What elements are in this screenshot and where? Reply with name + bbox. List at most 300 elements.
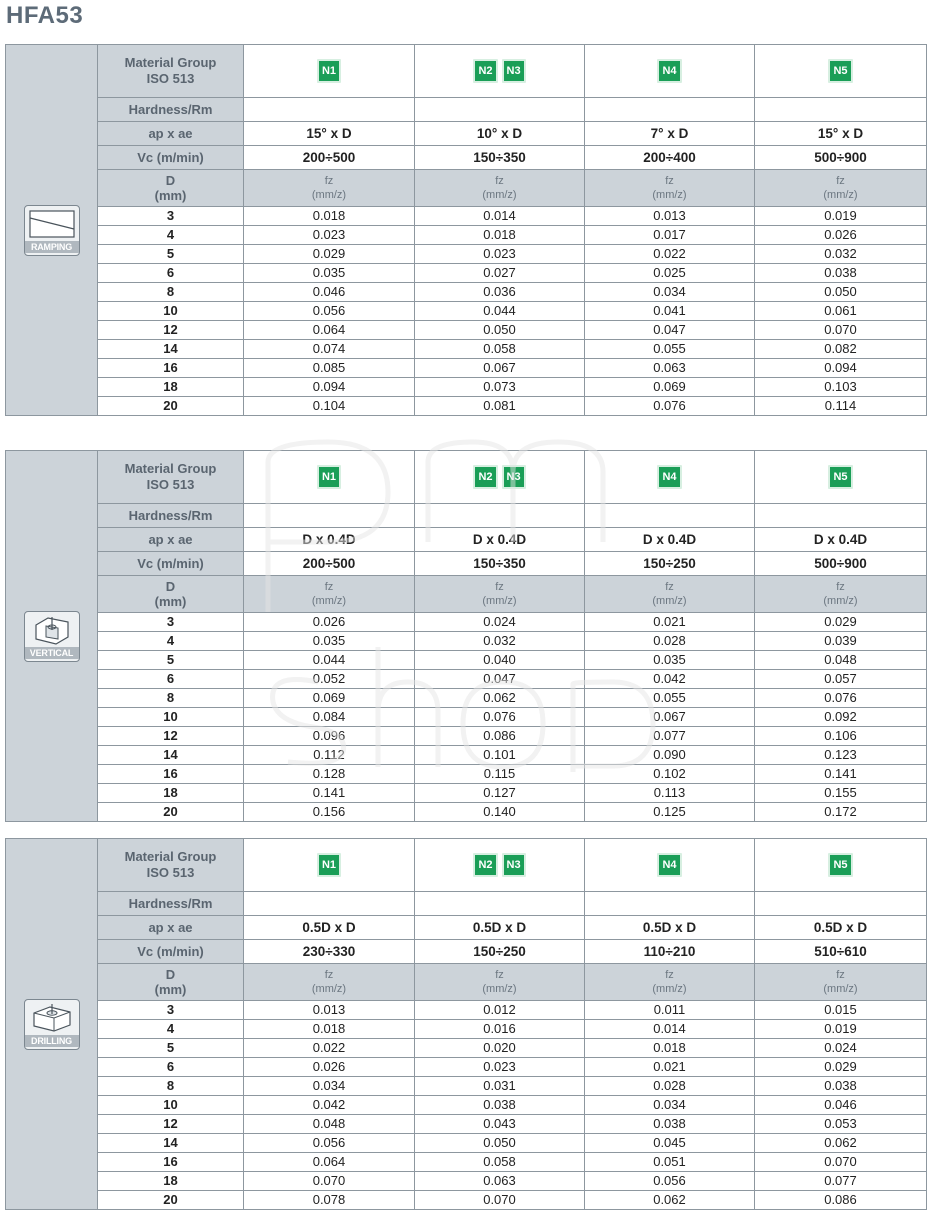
fz-label: fz: [324, 175, 334, 187]
hardness-value: [244, 892, 415, 916]
diameter-value: 16: [98, 765, 244, 784]
fz-value: 0.035: [244, 632, 415, 651]
fz-value: 0.090: [585, 746, 755, 765]
fz-value: 0.029: [755, 1058, 927, 1077]
fz-unit: (mm/z): [482, 189, 517, 201]
table-row: [6, 359, 927, 378]
hardness-label: Hardness/Rm: [98, 892, 244, 916]
fz-value: 0.032: [415, 632, 585, 651]
fz-value: 0.084: [244, 708, 415, 727]
ap-ae-value: D x 0.4D: [755, 528, 927, 552]
fz-value: 0.055: [585, 340, 755, 359]
fz-value: 0.081: [415, 397, 585, 416]
fz-value: 0.062: [755, 1134, 927, 1153]
fz-value: 0.155: [755, 784, 927, 803]
diameter-value: 12: [98, 727, 244, 746]
hardness-value: [755, 504, 927, 528]
fz-value: 0.063: [415, 1172, 585, 1191]
fz-value: 0.076: [755, 689, 927, 708]
fz-header: [415, 576, 585, 613]
table-row: [6, 397, 927, 416]
fz-value: 0.016: [415, 1020, 585, 1039]
ap-ae-label: ap x ae: [98, 528, 244, 552]
fz-value: 0.018: [244, 207, 415, 226]
fz-value: 0.018: [415, 226, 585, 245]
vc-label: Vc (m/min): [98, 146, 244, 170]
fz-value: 0.101: [415, 746, 585, 765]
fz-value: 0.103: [755, 378, 927, 397]
fz-value: 0.085: [244, 359, 415, 378]
table-row: [6, 207, 927, 226]
fz-value: 0.024: [755, 1039, 927, 1058]
diameter-value: 3: [98, 1001, 244, 1020]
vc-value: 150÷250: [415, 940, 585, 964]
diameter-value: 4: [98, 1020, 244, 1039]
operation-icon-cell: [6, 45, 98, 416]
fz-label: fz: [665, 581, 674, 593]
vc-value: 200÷500: [244, 146, 415, 170]
fz-label: fz: [836, 175, 845, 187]
operation-label: VERTICAL: [25, 647, 79, 659]
fz-value: 0.140: [415, 803, 585, 822]
fz-value: 0.062: [415, 689, 585, 708]
fz-value: 0.067: [585, 708, 755, 727]
fz-value: 0.070: [755, 321, 927, 340]
hardness-value: [755, 98, 927, 122]
diameter-value: 20: [98, 1191, 244, 1210]
diameter-value: 5: [98, 651, 244, 670]
fz-value: 0.013: [244, 1001, 415, 1020]
diameter-value: 10: [98, 1096, 244, 1115]
fz-value: 0.031: [415, 1077, 585, 1096]
fz-label: fz: [836, 581, 845, 593]
section-drilling: [5, 838, 926, 1210]
table-row: [6, 1001, 927, 1020]
material-chip: N5: [828, 853, 852, 877]
fz-value: 0.115: [415, 765, 585, 784]
fz-value: 0.029: [755, 613, 927, 632]
material-group-cell: [755, 45, 927, 98]
ap-ae-value: D x 0.4D: [585, 528, 755, 552]
material-group-cell: [244, 451, 415, 504]
fz-value: 0.063: [585, 359, 755, 378]
vc-value: 150÷350: [415, 146, 585, 170]
operation-label: RAMPING: [25, 241, 79, 253]
vc-value: 510÷610: [755, 940, 927, 964]
fz-value: 0.023: [415, 245, 585, 264]
fz-value: 0.046: [244, 283, 415, 302]
ramping-icon: [24, 205, 80, 256]
diameter-value: 18: [98, 378, 244, 397]
diameter-header: [98, 964, 244, 1001]
ap-ae-label: ap x ae: [98, 916, 244, 940]
table-row: [6, 746, 927, 765]
table-row: [6, 670, 927, 689]
fz-unit: (mm/z): [652, 983, 687, 995]
table-row: [6, 1020, 927, 1039]
diameter-value: 6: [98, 1058, 244, 1077]
table-row: [6, 1039, 927, 1058]
table-row: [6, 245, 927, 264]
diameter-value: 12: [98, 1115, 244, 1134]
fz-value: 0.032: [755, 245, 927, 264]
material-chip: N5: [828, 59, 852, 83]
fz-value: 0.057: [755, 670, 927, 689]
ap-ae-value: 15° x D: [244, 122, 415, 146]
material-chip: N4: [657, 853, 681, 877]
fz-value: 0.056: [585, 1172, 755, 1191]
table-row: [6, 1058, 927, 1077]
table-row: [6, 378, 927, 397]
diameter-label: D: [165, 173, 176, 188]
fz-value: 0.038: [585, 1115, 755, 1134]
material-chip: N1: [317, 853, 341, 877]
material-group-label: Material Group ISO 513: [98, 839, 244, 892]
fz-header: [585, 964, 755, 1001]
diameter-value: 3: [98, 207, 244, 226]
diameter-value: 4: [98, 632, 244, 651]
vc-value: 500÷900: [755, 552, 927, 576]
diameter-value: 5: [98, 245, 244, 264]
fz-value: 0.043: [415, 1115, 585, 1134]
fz-value: 0.067: [415, 359, 585, 378]
diameter-value: 8: [98, 689, 244, 708]
material-chip: N5: [828, 465, 852, 489]
fz-header: [244, 964, 415, 1001]
fz-value: 0.027: [415, 264, 585, 283]
section-ramping: [5, 44, 926, 416]
fz-label: fz: [665, 175, 674, 187]
fz-value: 0.094: [755, 359, 927, 378]
fz-unit: (mm/z): [652, 595, 687, 607]
ap-ae-value: 0.5D x D: [755, 916, 927, 940]
hardness-label: Hardness/Rm: [98, 98, 244, 122]
fz-unit: (mm/z): [311, 189, 347, 201]
fz-unit: (mm/z): [482, 983, 517, 995]
ap-ae-value: 0.5D x D: [585, 916, 755, 940]
fz-value: 0.050: [755, 283, 927, 302]
material-chip: N1: [317, 465, 341, 489]
fz-header: [415, 964, 585, 1001]
fz-header: [415, 170, 585, 207]
fz-value: 0.038: [415, 1096, 585, 1115]
ap-ae-value: 0.5D x D: [415, 916, 585, 940]
diameter-value: 6: [98, 264, 244, 283]
fz-value: 0.014: [585, 1020, 755, 1039]
table-row: [6, 1153, 927, 1172]
fz-value: 0.062: [585, 1191, 755, 1210]
fz-value: 0.047: [415, 670, 585, 689]
vc-value: 500÷900: [755, 146, 927, 170]
hardness-label: Hardness/Rm: [98, 504, 244, 528]
fz-value: 0.061: [755, 302, 927, 321]
fz-label: fz: [495, 969, 504, 981]
diameter-value: 14: [98, 340, 244, 359]
fz-value: 0.070: [755, 1153, 927, 1172]
fz-value: 0.056: [244, 1134, 415, 1153]
vc-value: 230÷330: [244, 940, 415, 964]
fz-value: 0.026: [755, 226, 927, 245]
hardness-value: [585, 892, 755, 916]
fz-value: 0.034: [585, 1096, 755, 1115]
material-group-cell: [415, 839, 585, 892]
fz-value: 0.069: [244, 689, 415, 708]
material-group-cell: [755, 451, 927, 504]
table-row: [6, 264, 927, 283]
operation-label: DRILLING: [25, 1035, 79, 1047]
cutting-data-table: [5, 838, 927, 1210]
fz-unit: (mm/z): [823, 189, 858, 201]
vc-value: 200÷400: [585, 146, 755, 170]
fz-value: 0.013: [585, 207, 755, 226]
fz-unit: (mm/z): [823, 595, 858, 607]
material-chip: N3: [502, 465, 526, 489]
fz-value: 0.076: [415, 708, 585, 727]
fz-header: [244, 576, 415, 613]
diameter-value: 8: [98, 1077, 244, 1096]
fz-value: 0.026: [244, 613, 415, 632]
fz-value: 0.035: [585, 651, 755, 670]
fz-value: 0.125: [585, 803, 755, 822]
ap-ae-value: 7° x D: [585, 122, 755, 146]
fz-value: 0.074: [244, 340, 415, 359]
fz-value: 0.069: [585, 378, 755, 397]
fz-label: fz: [495, 581, 504, 593]
fz-value: 0.064: [244, 321, 415, 340]
diameter-value: 6: [98, 670, 244, 689]
fz-header: [585, 576, 755, 613]
material-group-cell: [585, 45, 755, 98]
diameter-value: 18: [98, 1172, 244, 1191]
fz-value: 0.034: [585, 283, 755, 302]
fz-value: 0.077: [755, 1172, 927, 1191]
fz-value: 0.156: [244, 803, 415, 822]
fz-unit: (mm/z): [311, 595, 347, 607]
fz-value: 0.038: [755, 1077, 927, 1096]
ap-ae-value: D x 0.4D: [244, 528, 415, 552]
table-row: [6, 1077, 927, 1096]
fz-value: 0.058: [415, 1153, 585, 1172]
material-group-label: Material Group ISO 513: [98, 45, 244, 98]
ap-ae-value: D x 0.4D: [415, 528, 585, 552]
table-row: [6, 784, 927, 803]
fz-value: 0.127: [415, 784, 585, 803]
fz-unit: (mm/z): [482, 595, 517, 607]
fz-value: 0.040: [415, 651, 585, 670]
table-row: [6, 727, 927, 746]
diameter-value: 5: [98, 1039, 244, 1058]
fz-value: 0.096: [244, 727, 415, 746]
fz-value: 0.056: [244, 302, 415, 321]
fz-value: 0.044: [415, 302, 585, 321]
fz-value: 0.021: [585, 1058, 755, 1077]
diameter-label: D: [165, 967, 176, 982]
fz-value: 0.058: [415, 340, 585, 359]
fz-value: 0.094: [244, 378, 415, 397]
hardness-value: [244, 504, 415, 528]
ap-ae-label: ap x ae: [98, 122, 244, 146]
fz-value: 0.026: [244, 1058, 415, 1077]
diameter-value: 20: [98, 397, 244, 416]
diameter-value: 14: [98, 746, 244, 765]
operation-icon-cell: [6, 839, 98, 1210]
fz-value: 0.047: [585, 321, 755, 340]
fz-value: 0.034: [244, 1077, 415, 1096]
fz-value: 0.021: [585, 613, 755, 632]
fz-value: 0.045: [585, 1134, 755, 1153]
fz-value: 0.048: [755, 651, 927, 670]
fz-value: 0.029: [244, 245, 415, 264]
material-chip: N4: [657, 59, 681, 83]
fz-value: 0.172: [755, 803, 927, 822]
fz-value: 0.123: [755, 746, 927, 765]
drilling-icon: [24, 999, 80, 1050]
table-row: [6, 1115, 927, 1134]
fz-value: 0.082: [755, 340, 927, 359]
ap-ae-value: 0.5D x D: [244, 916, 415, 940]
fz-value: 0.024: [415, 613, 585, 632]
fz-value: 0.073: [415, 378, 585, 397]
material-group-cell: [585, 839, 755, 892]
material-group-cell: [585, 451, 755, 504]
table-row: [6, 226, 927, 245]
fz-value: 0.019: [755, 1020, 927, 1039]
diameter-unit: (mm): [154, 982, 187, 997]
fz-value: 0.055: [585, 689, 755, 708]
fz-value: 0.028: [585, 1077, 755, 1096]
fz-value: 0.036: [415, 283, 585, 302]
hardness-value: [244, 98, 415, 122]
fz-value: 0.018: [244, 1020, 415, 1039]
diameter-label: D: [165, 579, 176, 594]
fz-value: 0.128: [244, 765, 415, 784]
ap-ae-value: 15° x D: [755, 122, 927, 146]
hardness-value: [415, 504, 585, 528]
fz-value: 0.086: [415, 727, 585, 746]
fz-label: fz: [495, 175, 504, 187]
fz-value: 0.015: [755, 1001, 927, 1020]
fz-value: 0.104: [244, 397, 415, 416]
fz-label: fz: [324, 581, 334, 593]
fz-value: 0.023: [244, 226, 415, 245]
fz-value: 0.102: [585, 765, 755, 784]
fz-value: 0.052: [244, 670, 415, 689]
material-group-label: Material Group ISO 513: [98, 451, 244, 504]
fz-value: 0.042: [244, 1096, 415, 1115]
fz-value: 0.018: [585, 1039, 755, 1058]
fz-unit: (mm/z): [311, 983, 347, 995]
hardness-value: [415, 892, 585, 916]
fz-value: 0.048: [244, 1115, 415, 1134]
diameter-value: 10: [98, 708, 244, 727]
table-row: [6, 1134, 927, 1153]
table-row: [6, 283, 927, 302]
fz-value: 0.039: [755, 632, 927, 651]
material-chip: N3: [502, 853, 526, 877]
material-group-cell: [755, 839, 927, 892]
fz-label: fz: [665, 969, 674, 981]
diameter-value: 18: [98, 784, 244, 803]
table-row: [6, 689, 927, 708]
diameter-header: [98, 170, 244, 207]
table-row: [6, 803, 927, 822]
material-chip: N2: [473, 853, 497, 877]
fz-header: [755, 576, 927, 613]
vertical-icon: [24, 611, 80, 662]
table-row: [6, 340, 927, 359]
fz-value: 0.041: [585, 302, 755, 321]
table-row: [6, 708, 927, 727]
vc-value: 150÷250: [585, 552, 755, 576]
vc-value: 200÷500: [244, 552, 415, 576]
fz-value: 0.078: [244, 1191, 415, 1210]
fz-value: 0.038: [755, 264, 927, 283]
fz-value: 0.050: [415, 1134, 585, 1153]
operation-icon-cell: [6, 451, 98, 822]
diameter-unit: (mm): [154, 188, 187, 203]
fz-value: 0.020: [415, 1039, 585, 1058]
fz-value: 0.042: [585, 670, 755, 689]
hardness-value: [755, 892, 927, 916]
fz-header: [244, 170, 415, 207]
material-group-cell: [415, 451, 585, 504]
fz-value: 0.076: [585, 397, 755, 416]
diameter-unit: (mm): [154, 594, 187, 609]
vc-value: 150÷350: [415, 552, 585, 576]
fz-label: fz: [836, 969, 845, 981]
material-chip: N2: [473, 59, 497, 83]
material-chip: N1: [317, 59, 341, 83]
fz-value: 0.019: [755, 207, 927, 226]
fz-value: 0.023: [415, 1058, 585, 1077]
diameter-value: 16: [98, 359, 244, 378]
table-row: [6, 632, 927, 651]
vc-label: Vc (m/min): [98, 552, 244, 576]
diameter-value: 20: [98, 803, 244, 822]
cutting-data-table: [5, 44, 927, 416]
page-title: HFA53: [6, 2, 84, 29]
diameter-value: 16: [98, 1153, 244, 1172]
hardness-value: [585, 504, 755, 528]
fz-value: 0.092: [755, 708, 927, 727]
fz-value: 0.070: [244, 1172, 415, 1191]
diameter-value: 3: [98, 613, 244, 632]
fz-value: 0.025: [585, 264, 755, 283]
table-row: [6, 765, 927, 784]
fz-value: 0.064: [244, 1153, 415, 1172]
cutting-data-table: [5, 450, 927, 822]
material-chip: N2: [473, 465, 497, 489]
diameter-header: [98, 576, 244, 613]
fz-unit: (mm/z): [652, 189, 687, 201]
table-row: [6, 1191, 927, 1210]
table-row: [6, 1172, 927, 1191]
table-row: [6, 613, 927, 632]
material-group-cell: [244, 45, 415, 98]
fz-value: 0.022: [585, 245, 755, 264]
vc-value: 110÷210: [585, 940, 755, 964]
fz-value: 0.022: [244, 1039, 415, 1058]
table-row: [6, 321, 927, 340]
fz-header: [755, 170, 927, 207]
hardness-value: [415, 98, 585, 122]
material-chip: N4: [657, 465, 681, 489]
fz-value: 0.044: [244, 651, 415, 670]
diameter-value: 10: [98, 302, 244, 321]
fz-value: 0.053: [755, 1115, 927, 1134]
fz-value: 0.070: [415, 1191, 585, 1210]
fz-unit: (mm/z): [823, 983, 858, 995]
